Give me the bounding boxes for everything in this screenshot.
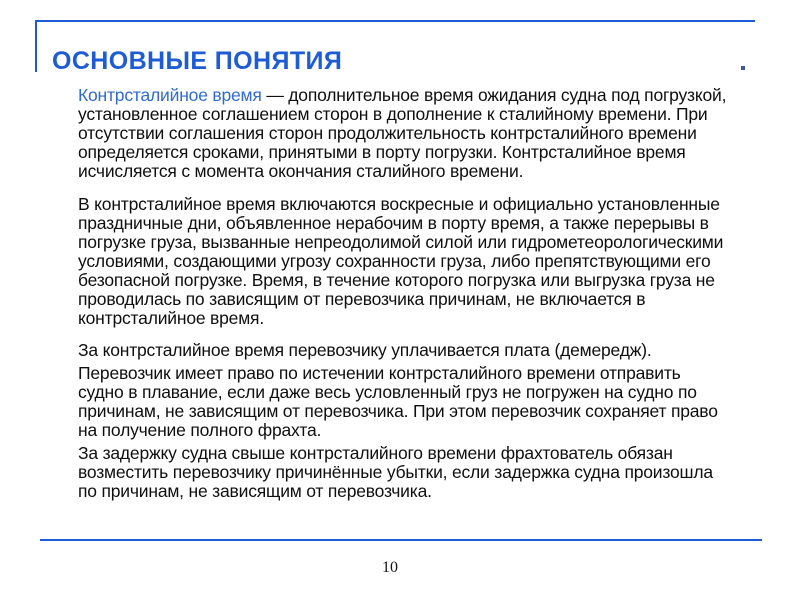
text-line: отсутствии соглашения сторон продолжительность контрсталийного времени (78, 123, 697, 143)
footer-rule (40, 539, 762, 541)
text-line: В контрсталийное время включаются воскресные и официально установленные (78, 194, 720, 214)
text-line: причинам, не зависящим от перевозчика. При этом перевозчик сохраняет право (78, 401, 718, 421)
title-top-rule (35, 20, 755, 22)
paragraph-demurrage-fee (78, 341, 778, 360)
text-line: безопасной погрузке. Время, в течение которого погрузка или выгрузка груза не (78, 270, 715, 290)
text-line: праздничные дни, объявленное нерабочим в порту время, а также перерывы в (78, 213, 709, 233)
text-line-rest: — дополнительное время ожидания судна под погрузкой, (261, 85, 727, 105)
title-left-rule (35, 20, 37, 72)
term-highlight: Контрсталийное время (78, 85, 262, 105)
text-line: Перевозчик имеет право по истечении контрсталийного времени отправить (78, 363, 681, 383)
paragraph-charterer-liability (78, 444, 778, 501)
title-accent-dot (741, 66, 745, 70)
page-title: ОСНОВНЫЕ ПОНЯТИЯ (52, 46, 343, 75)
text-line: определяется сроками, принятыми в порту погрузки. Контрсталийное время (78, 142, 686, 162)
text-line: За задержку судна свыше контрсталийного времени фрахтователь обязан (78, 443, 673, 463)
slide-body (78, 86, 778, 501)
paragraph-definition (78, 86, 778, 181)
text-line (78, 86, 778, 105)
text-line: на получение полного фрахта. (78, 420, 322, 440)
text-line: установленное соглашением сторон в дополнение к сталийному времени. При (78, 104, 708, 124)
text-line: проводилась по зависящим от перевозчика причинам, не включается в (78, 289, 646, 309)
text-line: контрсталийное время. (78, 308, 264, 328)
text-line: судно в плавание, если даже весь условленный груз не погружен на судно по (78, 382, 697, 402)
text-line: условиями, создающими угрозу сохранности груза, либо препятствующими его (78, 251, 711, 271)
text-line: погрузке груза, вызванные непреодолимой силой или гидрометеорологическими (78, 232, 724, 252)
paragraph-carrier-rights (78, 364, 778, 440)
text-line: по причинам, не зависящим от перевозчика. (78, 481, 432, 501)
page-number: 10 (382, 559, 398, 576)
text-line: исчисляется с момента окончания сталийного времени. (78, 161, 524, 181)
paragraph-included-time (78, 195, 778, 328)
text-line: возместить перевозчику причинённые убытки, если задержка судна произошла (78, 462, 713, 482)
text-line: За контрсталийное время перевозчику уплачивается плата (демередж). (78, 340, 652, 360)
